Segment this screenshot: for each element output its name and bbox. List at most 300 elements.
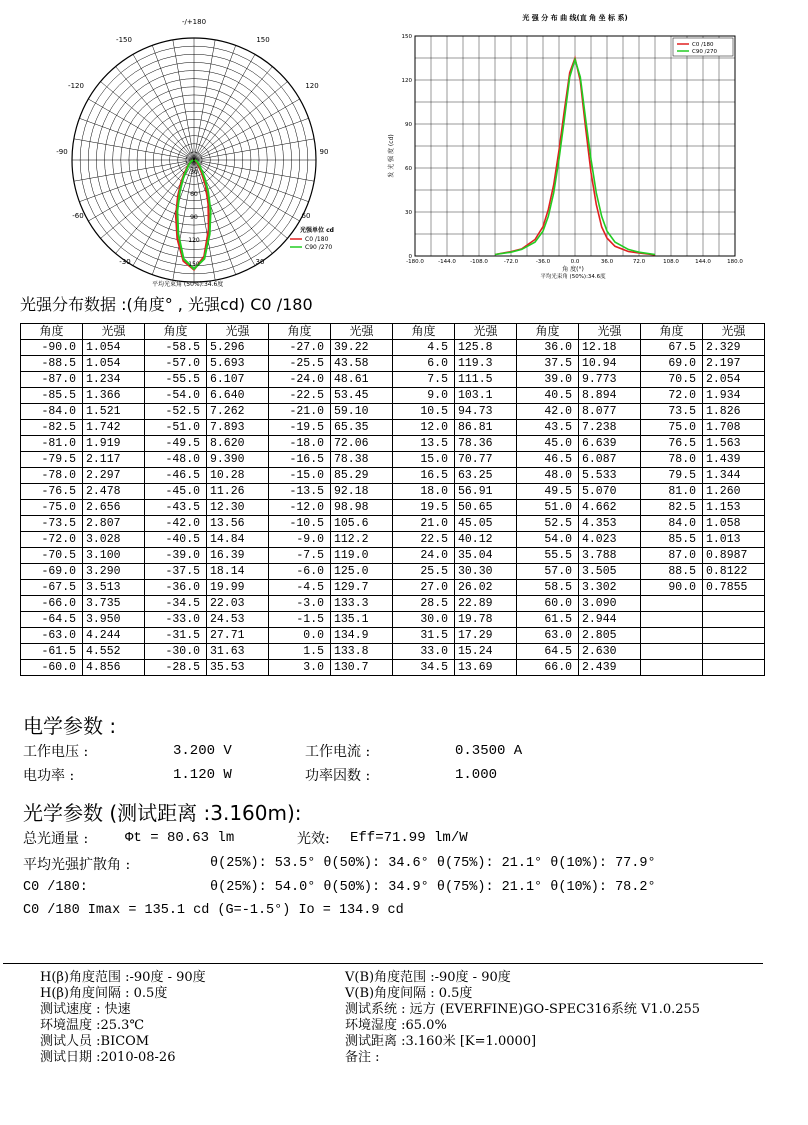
table-header: 光强 <box>579 324 641 340</box>
table-cell: -30.0 <box>145 644 207 660</box>
table-cell: 39.22 <box>331 340 393 356</box>
table-cell <box>703 596 765 612</box>
table-cell: -12.0 <box>269 500 331 516</box>
polar-label-lower-right: 60 <box>301 212 311 220</box>
table-cell: -58.5 <box>145 340 207 356</box>
footer-system: 测试系统 : 远方 (EVERFINE)GO-SPEC316系统 V1.0.255 <box>345 1002 701 1017</box>
table-cell: 67.5 <box>641 340 703 356</box>
table-cell: 16.5 <box>393 468 455 484</box>
table-cell: 5.533 <box>579 468 641 484</box>
table-cell: -6.0 <box>269 564 331 580</box>
table-header: 角度 <box>269 324 331 340</box>
table-cell: 59.10 <box>331 404 393 420</box>
table-cell: 7.5 <box>393 372 455 388</box>
table-cell: 1.934 <box>703 388 765 404</box>
table-row <box>21 612 765 628</box>
table-cell: 58.5 <box>517 580 579 596</box>
table-cell: -82.5 <box>21 420 83 436</box>
table-cell: -63.0 <box>21 628 83 644</box>
power-value: 1.120 W <box>173 767 232 783</box>
table-cell: 3.302 <box>579 580 641 596</box>
table-cell: -85.5 <box>21 388 83 404</box>
table-cell: -69.0 <box>21 564 83 580</box>
table-cell: 48.0 <box>517 468 579 484</box>
table-cell: -79.5 <box>21 452 83 468</box>
table-cell: 28.5 <box>393 596 455 612</box>
table-cell: 13.5 <box>393 436 455 452</box>
table-cell: 4.023 <box>579 532 641 548</box>
polar-legend-c90: C90 /270 <box>305 244 333 251</box>
table-cell: 27.71 <box>207 628 269 644</box>
polar-caption: 平均光束角 (50%):34.6度 <box>152 281 224 288</box>
table-cell: 2.297 <box>83 468 145 484</box>
table-cell: 85.5 <box>641 532 703 548</box>
table-cell: -49.5 <box>145 436 207 452</box>
table-header: 角度 <box>393 324 455 340</box>
table-cell: -10.5 <box>269 516 331 532</box>
table-cell: 7.238 <box>579 420 641 436</box>
polar-ring-60: 60 <box>190 191 198 198</box>
table-cell: -37.5 <box>145 564 207 580</box>
efficacy-value: Eff=71.99 lm/W <box>350 830 468 846</box>
table-cell: 0.7855 <box>703 580 765 596</box>
table-cell: 66.0 <box>517 660 579 676</box>
efficacy-label: 光效: <box>297 831 330 847</box>
table-cell <box>641 660 703 676</box>
table-cell: -52.5 <box>145 404 207 420</box>
table-cell: 24.53 <box>207 612 269 628</box>
table-cell: 26.02 <box>455 580 517 596</box>
table-cell: 48.61 <box>331 372 393 388</box>
table-cell: 0.0 <box>269 628 331 644</box>
table-cell: 13.69 <box>455 660 517 676</box>
table-cell: 2.656 <box>83 500 145 516</box>
electrical-title: 电学参数 : <box>23 714 117 738</box>
table-cell: 119.0 <box>331 548 393 564</box>
footer-distance: 测试距离 :3.160米 [K=1.0000] <box>345 1034 537 1049</box>
table-cell: 70.77 <box>455 452 517 468</box>
optical-title: 光学参数 (测试距离 :3.160m): <box>23 801 302 825</box>
table-cell: 34.5 <box>393 660 455 676</box>
table-cell: 1.708 <box>703 420 765 436</box>
table-cell: 10.5 <box>393 404 455 420</box>
table-header: 光强 <box>703 324 765 340</box>
table-cell: 72.06 <box>331 436 393 452</box>
table-row <box>21 436 765 452</box>
table-cell: 35.04 <box>455 548 517 564</box>
table-cell: 6.107 <box>207 372 269 388</box>
table-cell: 7.262 <box>207 404 269 420</box>
table-cell: 18.0 <box>393 484 455 500</box>
table-cell: 2.630 <box>579 644 641 660</box>
table-cell: 79.5 <box>641 468 703 484</box>
table-cell: -28.5 <box>145 660 207 676</box>
polar-label-lower-left: -60 <box>72 212 84 220</box>
table-cell: -48.0 <box>145 452 207 468</box>
table-cell: -45.0 <box>145 484 207 500</box>
table-cell: 1.521 <box>83 404 145 420</box>
table-row <box>21 468 765 484</box>
table-cell: 53.45 <box>331 388 393 404</box>
cart-xtick: 144.0 <box>695 259 711 265</box>
table-cell: 3.290 <box>83 564 145 580</box>
table-cell: 1.344 <box>703 468 765 484</box>
table-cell: 82.5 <box>641 500 703 516</box>
table-cell: -16.5 <box>269 452 331 468</box>
table-cell: 0.8987 <box>703 548 765 564</box>
table-cell: 9.390 <box>207 452 269 468</box>
table-cell: 19.99 <box>207 580 269 596</box>
table-header: 光强 <box>207 324 269 340</box>
table-header: 光强 <box>455 324 517 340</box>
table-row <box>21 596 765 612</box>
table-cell: 42.0 <box>517 404 579 420</box>
table-cell: 1.153 <box>703 500 765 516</box>
voltage-label: 工作电压 : <box>23 744 89 760</box>
table-row <box>21 580 765 596</box>
table-cell: -66.0 <box>21 596 83 612</box>
table-cell: -57.0 <box>145 356 207 372</box>
table-cell: 6.087 <box>579 452 641 468</box>
table-cell: 98.98 <box>331 500 393 516</box>
cart-caption: 平均光束角 (50%):34.6度 <box>540 274 606 280</box>
table-row <box>21 388 765 404</box>
cart-xtick: 108.0 <box>663 259 679 265</box>
table-cell: 70.5 <box>641 372 703 388</box>
table-cell: 9.0 <box>393 388 455 404</box>
table-cell: 86.81 <box>455 420 517 436</box>
table-cell: -64.5 <box>21 612 83 628</box>
table-cell: 2.054 <box>703 372 765 388</box>
c0-angle-values: θ(25%): 54.0° θ(50%): 34.9° θ(75%): 21.1° θ(10%): 78.2° <box>210 880 656 895</box>
table-cell: 11.26 <box>207 484 269 500</box>
table-cell: -15.0 <box>269 468 331 484</box>
table-cell: 84.0 <box>641 516 703 532</box>
table-cell <box>641 612 703 628</box>
table-cell: 12.30 <box>207 500 269 516</box>
table-cell: -22.5 <box>269 388 331 404</box>
cart-ytick: 60 <box>405 166 412 172</box>
table-cell: 31.63 <box>207 644 269 660</box>
table-cell: 52.5 <box>517 516 579 532</box>
table-cell: 19.78 <box>455 612 517 628</box>
footer-left <box>40 970 206 1066</box>
footer-speed: 测试速度 : 快速 <box>40 1002 131 1017</box>
cart-grid <box>415 36 735 256</box>
table-cell: 36.0 <box>517 340 579 356</box>
footer-operator: 测试人员 :BICOM <box>40 1034 150 1049</box>
table-cell: 73.5 <box>641 404 703 420</box>
table-cell <box>703 612 765 628</box>
table-header: 光强 <box>331 324 393 340</box>
table-row <box>21 628 765 644</box>
table-cell: 55.5 <box>517 548 579 564</box>
table-cell: 17.29 <box>455 628 517 644</box>
cart-xlabel: 角 度(°) <box>562 266 584 273</box>
table-cell <box>703 644 765 660</box>
polar-label-bottom-right: 30 <box>255 258 265 266</box>
section-title: 光强分布数据 :(角度° , 光强cd) C0 /180 <box>20 295 313 314</box>
table-cell: 4.353 <box>579 516 641 532</box>
pf-label: 功率因数 : <box>305 768 371 784</box>
table-cell: -67.5 <box>21 580 83 596</box>
cart-ytick: 120 <box>401 78 412 84</box>
table-cell: -54.0 <box>145 388 207 404</box>
footer-divider <box>3 963 763 964</box>
avg-angle-label: 平均光强扩散角 : <box>23 857 131 873</box>
footer-h-step: H(β)角度间隔 : 0.5度 <box>40 986 168 1001</box>
table-cell: 3.0 <box>269 660 331 676</box>
table-cell: -87.0 <box>21 372 83 388</box>
power-label: 电功率 : <box>23 768 75 784</box>
table-cell: -3.0 <box>269 596 331 612</box>
table-cell: 75.0 <box>641 420 703 436</box>
table-cell: -90.0 <box>21 340 83 356</box>
table-cell: -75.0 <box>21 500 83 516</box>
table-cell: 65.35 <box>331 420 393 436</box>
table-cell: 61.5 <box>517 612 579 628</box>
table-cell: 4.856 <box>83 660 145 676</box>
table-cell: 1.5 <box>269 644 331 660</box>
table-cell: -33.0 <box>145 612 207 628</box>
table-row <box>21 452 765 468</box>
table-cell: 1.742 <box>83 420 145 436</box>
table-cell: 3.735 <box>83 596 145 612</box>
cart-legend-c90: C90 /270 <box>692 49 717 55</box>
table-cell: 14.84 <box>207 532 269 548</box>
footer-humidity: 环境湿度 :65.0% <box>345 1018 447 1033</box>
table-cell: -73.5 <box>21 516 83 532</box>
table-cell: -39.0 <box>145 548 207 564</box>
table-cell: 43.5 <box>517 420 579 436</box>
table-cell: -18.0 <box>269 436 331 452</box>
table-cell: 112.2 <box>331 532 393 548</box>
table-cell: 18.14 <box>207 564 269 580</box>
imax-line: C0 /180 Imax = 135.1 cd (G=-1.5°) Io = 134.9 cd <box>23 903 404 918</box>
table-cell: 51.0 <box>517 500 579 516</box>
table-cell: 45.05 <box>455 516 517 532</box>
table-cell: 125.0 <box>331 564 393 580</box>
table-cell: 81.0 <box>641 484 703 500</box>
polar-ring-120: 120 <box>188 237 200 244</box>
table-cell: -61.5 <box>21 644 83 660</box>
table-cell: 111.5 <box>455 372 517 388</box>
table-cell: -60.0 <box>21 660 83 676</box>
table-cell: -9.0 <box>269 532 331 548</box>
current-label: 工作电流 : <box>305 744 371 760</box>
table-cell <box>703 660 765 676</box>
table-cell: 12.0 <box>393 420 455 436</box>
table-cell: 15.0 <box>393 452 455 468</box>
table-cell: 2.478 <box>83 484 145 500</box>
table-cell: 8.620 <box>207 436 269 452</box>
table-cell: 1.260 <box>703 484 765 500</box>
cart-xtick: 0.0 <box>570 259 580 265</box>
table-cell: 24.0 <box>393 548 455 564</box>
table-cell: 6.0 <box>393 356 455 372</box>
table-cell: 3.788 <box>579 548 641 564</box>
table-cell: 1.054 <box>83 340 145 356</box>
table-cell: -78.0 <box>21 468 83 484</box>
cart-xtick: -144.0 <box>438 259 456 265</box>
polar-ring-30: 30 <box>190 169 198 176</box>
table-row <box>21 500 765 516</box>
table-cell: -21.0 <box>269 404 331 420</box>
table-cell: 64.5 <box>517 644 579 660</box>
flux-value: Φt = 80.63 lm <box>125 830 235 846</box>
table-cell <box>641 628 703 644</box>
polar-label-mid-right-hi: 120 <box>305 82 319 90</box>
polar-legend-unit: 光强单位 cd <box>300 227 334 234</box>
polar-intensity-chart <box>30 14 370 288</box>
table-cell: 10.28 <box>207 468 269 484</box>
table-cell: 1.234 <box>83 372 145 388</box>
table-cell: -42.0 <box>145 516 207 532</box>
table-cell: -88.5 <box>21 356 83 372</box>
table-cell: -36.0 <box>145 580 207 596</box>
table-cell: 3.100 <box>83 548 145 564</box>
table-cell: 8.077 <box>579 404 641 420</box>
table-cell: 60.0 <box>517 596 579 612</box>
table-cell: 1.826 <box>703 404 765 420</box>
table-cell: 15.24 <box>455 644 517 660</box>
table-cell: 63.0 <box>517 628 579 644</box>
table-cell: 2.329 <box>703 340 765 356</box>
table-cell: -43.5 <box>145 500 207 516</box>
table-cell: 4.244 <box>83 628 145 644</box>
cart-xtick: -180.0 <box>406 259 424 265</box>
voltage-value: 3.200 V <box>173 743 232 759</box>
cart-ylabel: 发 光 强 度 (cd) <box>388 134 395 178</box>
table-row <box>21 532 765 548</box>
table-cell: 7.893 <box>207 420 269 436</box>
table-cell: 76.5 <box>641 436 703 452</box>
table-cell: 30.0 <box>393 612 455 628</box>
polar-label-top: -/+180 <box>181 18 207 26</box>
table-cell: -70.5 <box>21 548 83 564</box>
table-cell: 134.9 <box>331 628 393 644</box>
table-cell: -4.5 <box>269 580 331 596</box>
polar-label-bottom-left: -30 <box>119 258 131 266</box>
table-cell: 63.25 <box>455 468 517 484</box>
footer-remarks: 备注 : <box>345 1050 380 1065</box>
table-cell: 78.36 <box>455 436 517 452</box>
table-cell <box>703 628 765 644</box>
polar-label-right: 90 <box>319 148 329 156</box>
footer-temperature: 环境温度 :25.3℃ <box>40 1018 145 1033</box>
table-cell: 1.054 <box>83 356 145 372</box>
table-row <box>21 484 765 500</box>
table-cell: 1.919 <box>83 436 145 452</box>
table-cell: 25.5 <box>393 564 455 580</box>
table-row <box>21 644 765 660</box>
table-cell: 3.505 <box>579 564 641 580</box>
cart-ytick: 30 <box>405 210 412 216</box>
table-cell: 5.070 <box>579 484 641 500</box>
table-cell: -51.0 <box>145 420 207 436</box>
table-cell: -72.0 <box>21 532 83 548</box>
cart-ytick: 150 <box>401 34 412 40</box>
table-row <box>21 516 765 532</box>
polar-legend-c0: C0 /180 <box>305 236 329 243</box>
table-row <box>21 340 765 356</box>
table-cell: 21.0 <box>393 516 455 532</box>
table-cell: 22.89 <box>455 596 517 612</box>
table-cell: 1.013 <box>703 532 765 548</box>
footer-date: 测试日期 :2010-08-26 <box>40 1050 176 1065</box>
cart-legend-c0: C0 /180 <box>692 42 714 48</box>
table-row <box>21 564 765 580</box>
table-cell: -7.5 <box>269 548 331 564</box>
footer-v-range: V(B)角度范围 :-90度 - 90度 <box>345 970 511 985</box>
table-cell: -84.0 <box>21 404 83 420</box>
table-cell: 46.5 <box>517 452 579 468</box>
table-header: 角度 <box>517 324 579 340</box>
table-cell: 13.56 <box>207 516 269 532</box>
table-cell: 130.7 <box>331 660 393 676</box>
table-cell: 19.5 <box>393 500 455 516</box>
cart-xtick: -108.0 <box>470 259 488 265</box>
table-cell: 30.30 <box>455 564 517 580</box>
table-cell: 2.807 <box>83 516 145 532</box>
table-cell: -27.0 <box>269 340 331 356</box>
table-cell: 133.8 <box>331 644 393 660</box>
table-cell: 135.1 <box>331 612 393 628</box>
table-cell: 1.563 <box>703 436 765 452</box>
table-cell: 54.0 <box>517 532 579 548</box>
table-cell: 2.117 <box>83 452 145 468</box>
table-cell: 27.0 <box>393 580 455 596</box>
table-cell: 2.805 <box>579 628 641 644</box>
table-cell: 129.7 <box>331 580 393 596</box>
table-cell: 4.552 <box>83 644 145 660</box>
table-cell: 125.8 <box>455 340 517 356</box>
table-cell: 33.0 <box>393 644 455 660</box>
polar-ring-90: 90 <box>190 214 198 221</box>
table-cell: 6.639 <box>579 436 641 452</box>
c0-angle-label: C0 /180: <box>23 880 88 895</box>
cart-xtick: 180.0 <box>727 259 743 265</box>
table-row <box>21 404 765 420</box>
table-cell: 72.0 <box>641 388 703 404</box>
table-cell: 16.39 <box>207 548 269 564</box>
table-header: 角度 <box>641 324 703 340</box>
table-cell: -31.5 <box>145 628 207 644</box>
table-cell: 103.1 <box>455 388 517 404</box>
flux-label: 总光通量 : <box>23 831 89 847</box>
table-cell: 78.38 <box>331 452 393 468</box>
table-cell: 119.3 <box>455 356 517 372</box>
table-cell: 57.0 <box>517 564 579 580</box>
cart-ytick: 0 <box>408 254 412 260</box>
table-cell: 56.91 <box>455 484 517 500</box>
polar-label-mid-left-hi: -120 <box>68 82 84 90</box>
table-cell: 5.296 <box>207 340 269 356</box>
polar-ring-150: 150 <box>188 261 200 268</box>
table-cell: 12.18 <box>579 340 641 356</box>
table-cell: 78.0 <box>641 452 703 468</box>
table-cell: 94.73 <box>455 404 517 420</box>
table-cell: 5.693 <box>207 356 269 372</box>
table-cell: 43.58 <box>331 356 393 372</box>
table-cell: 37.5 <box>517 356 579 372</box>
polar-label-upper-right: 150 <box>256 36 270 44</box>
table-cell: 85.29 <box>331 468 393 484</box>
avg-angle-values: θ(25%): 53.5° θ(50%): 34.6° θ(75%): 21.1° θ(10%): 77.9° <box>210 856 656 871</box>
table-cell: 40.5 <box>517 388 579 404</box>
table-cell: 31.5 <box>393 628 455 644</box>
intensity-data-table <box>20 323 765 676</box>
